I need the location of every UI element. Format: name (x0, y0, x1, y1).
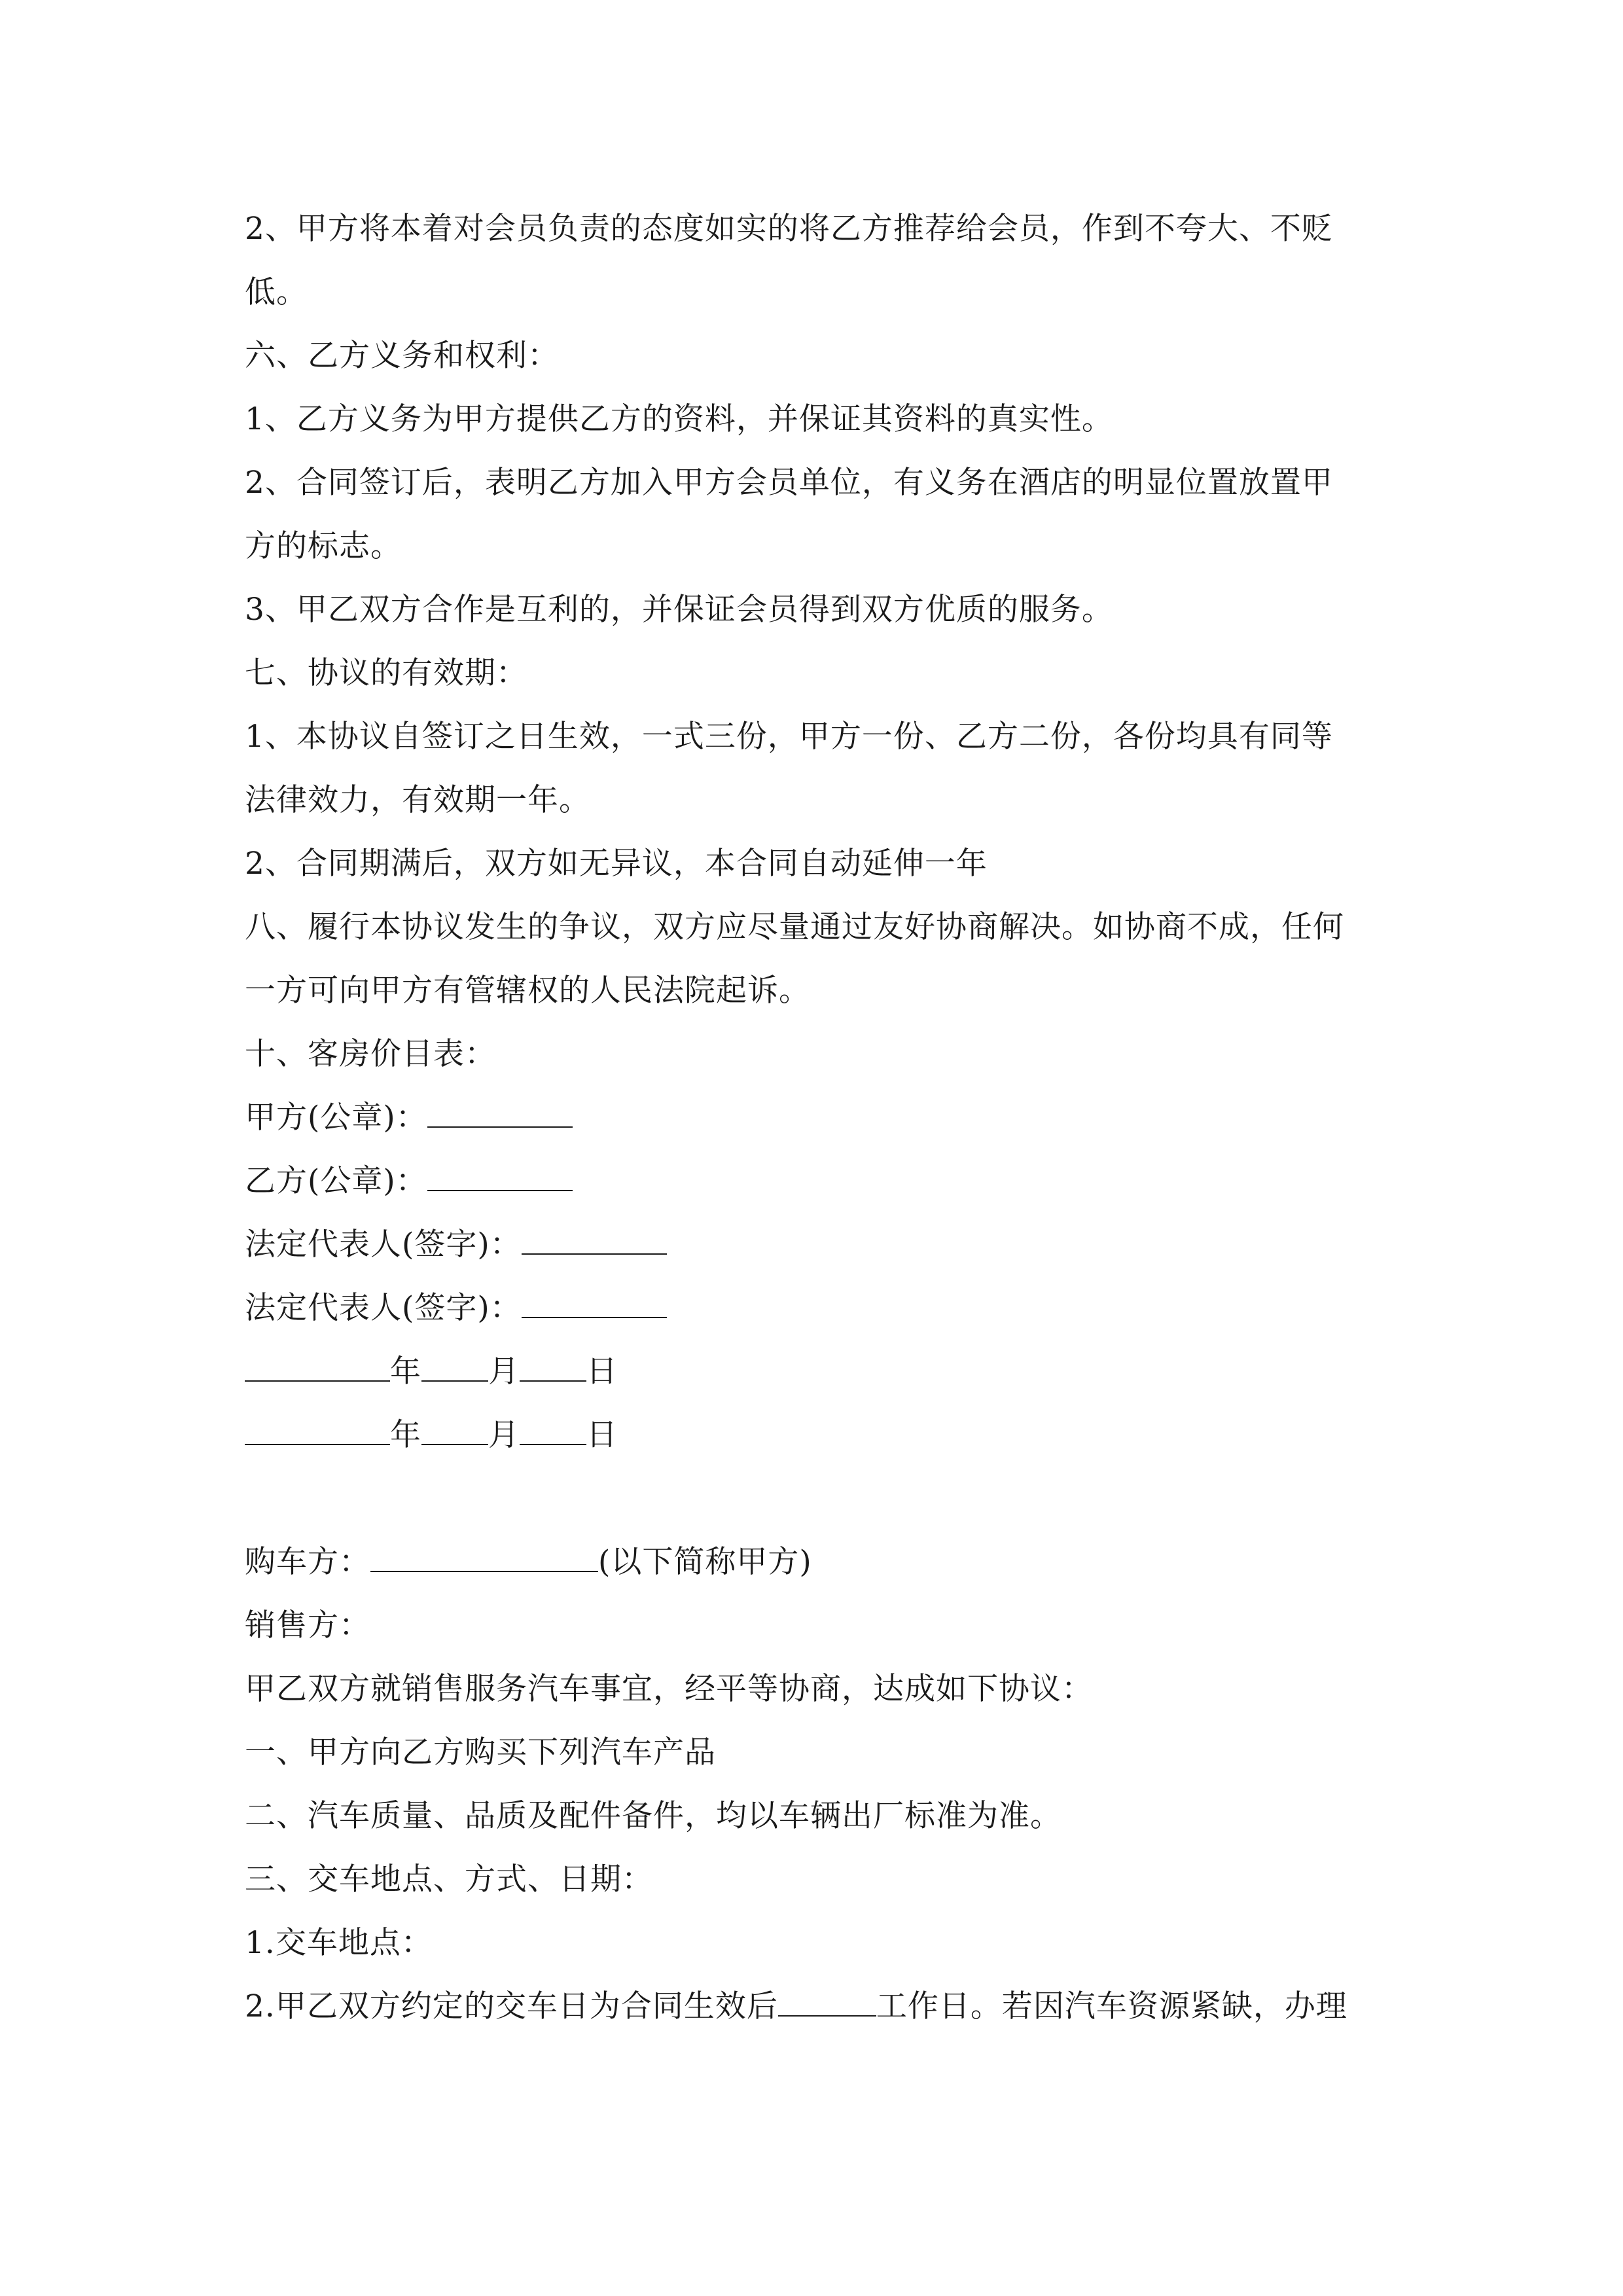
clause-1: 一、甲方向乙方购买下列汽车产品 (245, 1734, 716, 1770)
party-a-seal-line (245, 1098, 1383, 1138)
year-blank[interactable] (245, 1353, 390, 1382)
paragraph-line: 1、本协议自签订之日生效，一式三份，甲方一份、乙方二份，各份均具有同等 (245, 719, 1333, 755)
legal-rep-signature-blank[interactable] (522, 1226, 667, 1255)
seller-line: 销售方： (245, 1607, 370, 1643)
buyer-line (245, 1543, 1383, 1582)
date-line (245, 1416, 1383, 1455)
delivery-days-blank[interactable] (778, 1988, 876, 2017)
day-blank[interactable] (520, 1353, 586, 1382)
paragraph-line: 八、履行本协议发生的争议，双方应尽量通过友好协商解决。如协商不成，任何 (245, 909, 1344, 945)
clause-3: 三、交车地点、方式、日期： (245, 1861, 653, 1897)
month-blank[interactable] (421, 1353, 488, 1382)
party-a-seal-blank[interactable] (427, 1099, 573, 1128)
year-blank[interactable] (245, 1416, 390, 1445)
party-b-seal-label: 乙方(公章)： (245, 1163, 427, 1199)
paragraph-line: 3、甲乙双方合作是互利的，并保证会员得到双方优质的服务。 (245, 592, 1113, 628)
month-label: 月 (488, 1354, 520, 1390)
paragraph-line: 1、乙方义务为甲方提供乙方的资料，并保证其资料的真实性。 (245, 401, 1113, 437)
day-label: 日 (586, 1354, 618, 1390)
year-label: 年 (390, 1417, 421, 1453)
paragraph-line: 2、甲方将本着对会员负责的态度如实的将乙方推荐给会员，作到不夸大、不贬 (245, 211, 1333, 247)
clause-2: 二、汽车质量、品质及配件备件，均以车辆出厂标准为准。 (245, 1798, 1061, 1834)
year-label: 年 (390, 1354, 421, 1390)
section-heading: 十、客房价目表： (245, 1036, 496, 1072)
section-heading: 七、协议的有效期： (245, 655, 527, 691)
party-a-seal-label: 甲方(公章)： (245, 1100, 427, 1136)
paragraph-line: 方的标志。 (245, 528, 402, 564)
legal-rep-label: 法定代表人(签字)： (245, 1227, 522, 1263)
paragraph-line: 2、合同期满后，双方如无异议，本合同自动延伸一年 (245, 846, 988, 882)
contract-intro: 甲乙双方就销售服务汽车事宜，经平等协商，达成如下协议： (245, 1671, 1093, 1707)
party-b-seal-line (245, 1162, 1383, 1201)
clause-item-2 (245, 1987, 1383, 2026)
clause-item-1: 1.交车地点： (245, 1925, 433, 1961)
paragraph-line: 一方可向甲方有管辖权的人民法院起诉。 (245, 973, 810, 1009)
section-heading: 六、乙方义务和权利： (245, 338, 559, 374)
paragraph-line: 低。 (245, 274, 308, 310)
item2-text-before: 2.甲乙双方约定的交车日为合同生效后 (245, 1988, 778, 2024)
legal-rep-label: 法定代表人(签字)： (245, 1290, 522, 1326)
item2-text-after: 工作日。若因汽车资源紧缺，办理 (876, 1988, 1347, 2024)
buyer-label: 购车方： (245, 1544, 370, 1580)
party-b-seal-blank[interactable] (427, 1162, 573, 1191)
buyer-suffix: (以下简称甲方) (598, 1544, 812, 1580)
day-label: 日 (586, 1417, 618, 1453)
day-blank[interactable] (520, 1416, 586, 1445)
month-label: 月 (488, 1417, 520, 1453)
buyer-blank[interactable] (370, 1543, 598, 1572)
legal-rep-line (245, 1289, 1383, 1328)
month-blank[interactable] (421, 1416, 488, 1445)
date-line (245, 1352, 1383, 1391)
legal-rep-signature-blank[interactable] (522, 1289, 667, 1318)
paragraph-line: 法律效力，有效期一年。 (245, 782, 590, 818)
paragraph-line: 2、合同签订后，表明乙方加入甲方会员单位，有义务在酒店的明显位置放置甲 (245, 465, 1333, 501)
legal-rep-line (245, 1225, 1383, 1265)
